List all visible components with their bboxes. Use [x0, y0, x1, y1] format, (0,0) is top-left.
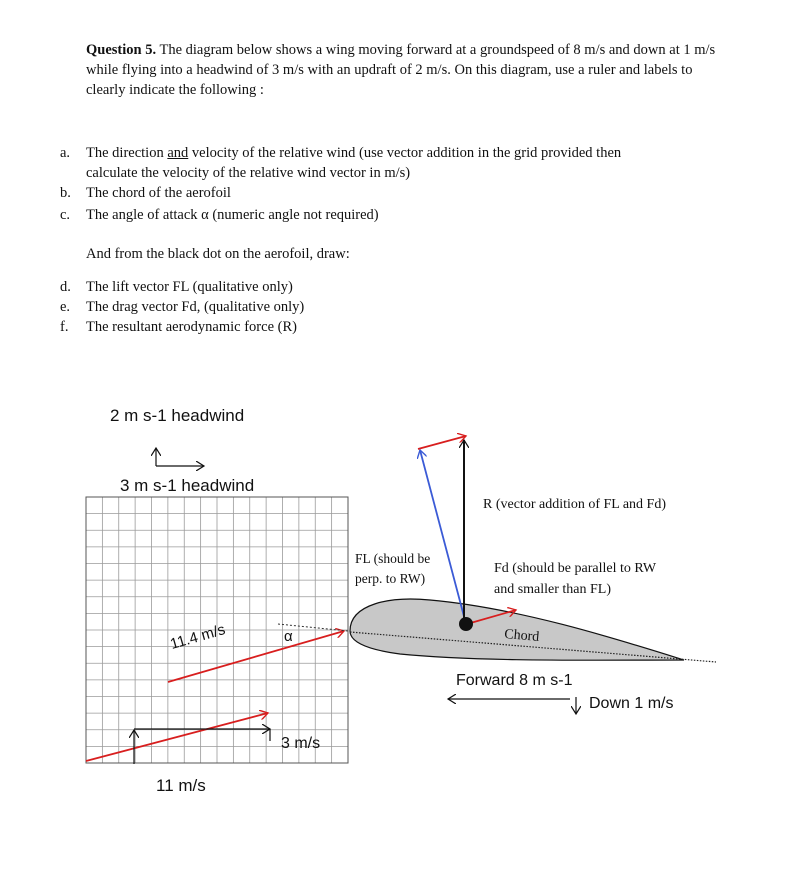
- item-b-marker: b.: [60, 185, 71, 201]
- r-label: R (vector addition of FL and Fd): [483, 497, 667, 512]
- fl-label: [355, 549, 430, 589]
- item-d-marker: d.: [60, 279, 71, 295]
- headwind-label-text: 3 m s-1 headwind: [120, 476, 255, 495]
- item-c-text: The angle of attack α (numeric angle not required): [86, 207, 379, 223]
- item-a-underlined: and: [167, 145, 189, 161]
- black-dot: [459, 617, 473, 631]
- fd-label-line2: and smaller than FL): [494, 582, 612, 597]
- item-c-marker: c.: [60, 207, 71, 223]
- alpha-label: α: [284, 628, 293, 645]
- rel-wind-label: 11.4 m/s: [168, 621, 228, 653]
- item-d-text: The lift vector FL (qualitative only): [86, 279, 293, 295]
- eleven-label: 11 m/s: [156, 776, 206, 795]
- fd-label: [494, 558, 656, 600]
- updraft-label: [110, 406, 244, 426]
- down-label: Down 1 m/s: [589, 695, 674, 712]
- fl-label-line1: FL (should be: [355, 551, 431, 566]
- three-label: 3 m/s: [281, 735, 321, 752]
- item-a-post: velocity of the relative wind (use vector addition in the grid provided then: [188, 145, 622, 161]
- fl-label-line2: perp. to RW): [355, 571, 426, 586]
- resultant-vector: [86, 713, 268, 761]
- drag-top-vector: [418, 436, 466, 449]
- item-e-marker: e.: [60, 299, 71, 315]
- fd-label-line1: Fd (should be parallel to RW: [494, 561, 657, 576]
- intro-2: And from the black dot on the aerofoil, draw:: [86, 246, 350, 262]
- item-a-marker: a.: [60, 145, 71, 161]
- item-a-line2: calculate the velocity of the relative wind vector in m/s): [86, 165, 411, 181]
- item-f-text: The resultant aerodynamic force (R): [86, 319, 297, 335]
- question-body: The diagram below shows a wing moving forward at a groundspeed of 8 m/s and down at 1 m/s while flying into a headwind of 3 m/s with an updraft of 2 m/s. On this diagram, use a ruler and labels to clearly indicate the following :: [86, 42, 716, 98]
- item-a-pre: The direction: [86, 145, 168, 161]
- forward-label: Forward 8 m s-1: [456, 672, 573, 689]
- chord-label: Chord: [503, 627, 540, 645]
- updraft-label-text: 2 m s-1 headwind: [110, 406, 245, 425]
- headwind-label: [120, 476, 254, 496]
- item-b-text: The chord of the aerofoil: [86, 185, 231, 201]
- item-e-text: The drag vector Fd, (qualitative only): [86, 299, 305, 315]
- question-label: Question 5.: [86, 42, 157, 58]
- lift-vector: [420, 450, 466, 624]
- item-f-marker: f.: [60, 319, 69, 335]
